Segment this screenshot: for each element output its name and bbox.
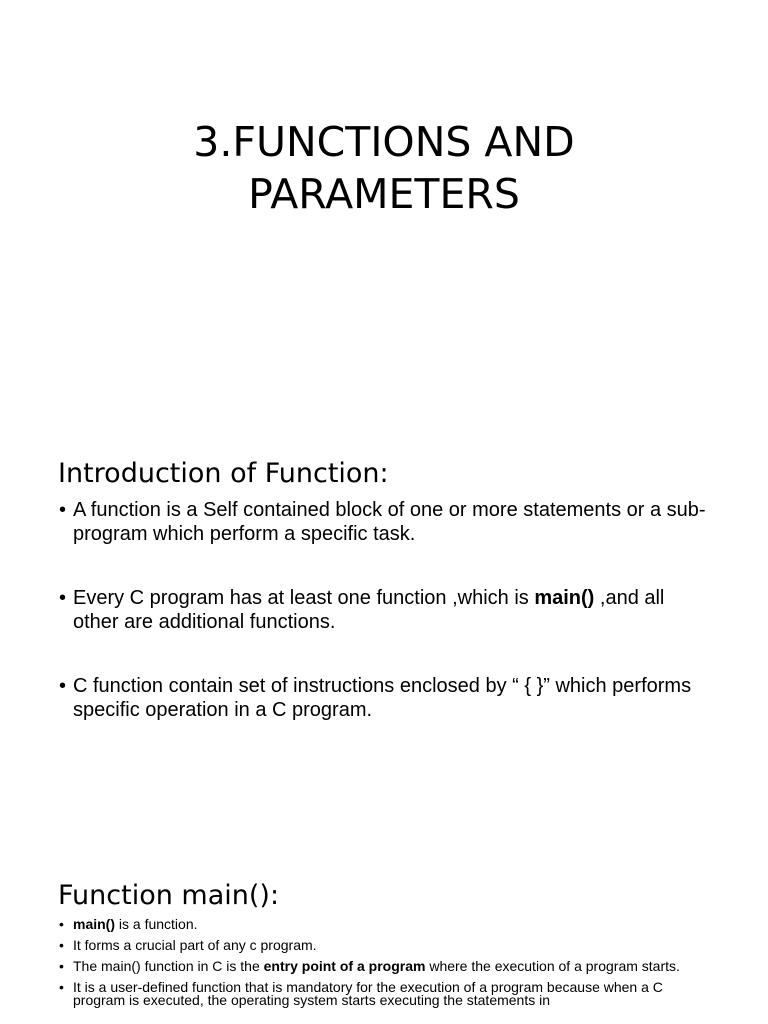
main-bullet-2-text: It forms a crucial part of any c program.	[73, 937, 317, 953]
intro-slide	[0, 440, 768, 860]
intro-bullet-list	[58, 498, 708, 762]
main-bullet-1-bold: main()	[73, 916, 115, 932]
main-bullet-1	[58, 918, 718, 931]
main-bullet-1-text: is a function.	[115, 916, 198, 932]
main-function-heading: Function main():	[58, 880, 280, 911]
intro-bullet-3	[58, 674, 708, 722]
main-bullet-3-text-start: The main() function in C is the	[73, 958, 264, 974]
title-line-1: 3.FUNCTIONS AND	[193, 118, 575, 166]
main-bullet-3	[58, 960, 718, 973]
main-bullet-list	[58, 918, 718, 1015]
main-bullet-3-bold: entry point of a program	[263, 958, 426, 974]
intro-bullet-1	[58, 498, 708, 546]
main-function-slide	[0, 860, 768, 1024]
intro-bullet-1-text: A function is a Self contained block of one or more statements or a sub-program which perform a specific task.	[73, 499, 706, 545]
intro-bullet-2-text-end: ,and all other are additional functions.	[73, 587, 665, 633]
intro-bullet-2-text-start: Every C program has at least one function ,which is	[73, 587, 535, 609]
main-bullet-3-text-end: where the execution of a program starts.	[425, 958, 680, 974]
intro-bullet-2-bold: main()	[534, 587, 595, 609]
main-bullet-2	[58, 939, 718, 952]
title-slide	[0, 0, 768, 440]
slide-title	[0, 116, 768, 220]
main-bullet-4	[58, 981, 718, 1007]
intro-heading: Introduction of Function:	[58, 458, 389, 489]
title-line-2: PARAMETERS	[248, 170, 520, 218]
intro-bullet-3-text: C function contain set of instructions enclosed by “ { }” which performs specific operation in a C program.	[73, 675, 692, 721]
main-bullet-4-text: It is a user-defined function that is mandatory for the execution of a program because when a C program is executed, the operating system starts executing the statements in	[73, 979, 663, 1008]
intro-bullet-2	[58, 586, 708, 634]
